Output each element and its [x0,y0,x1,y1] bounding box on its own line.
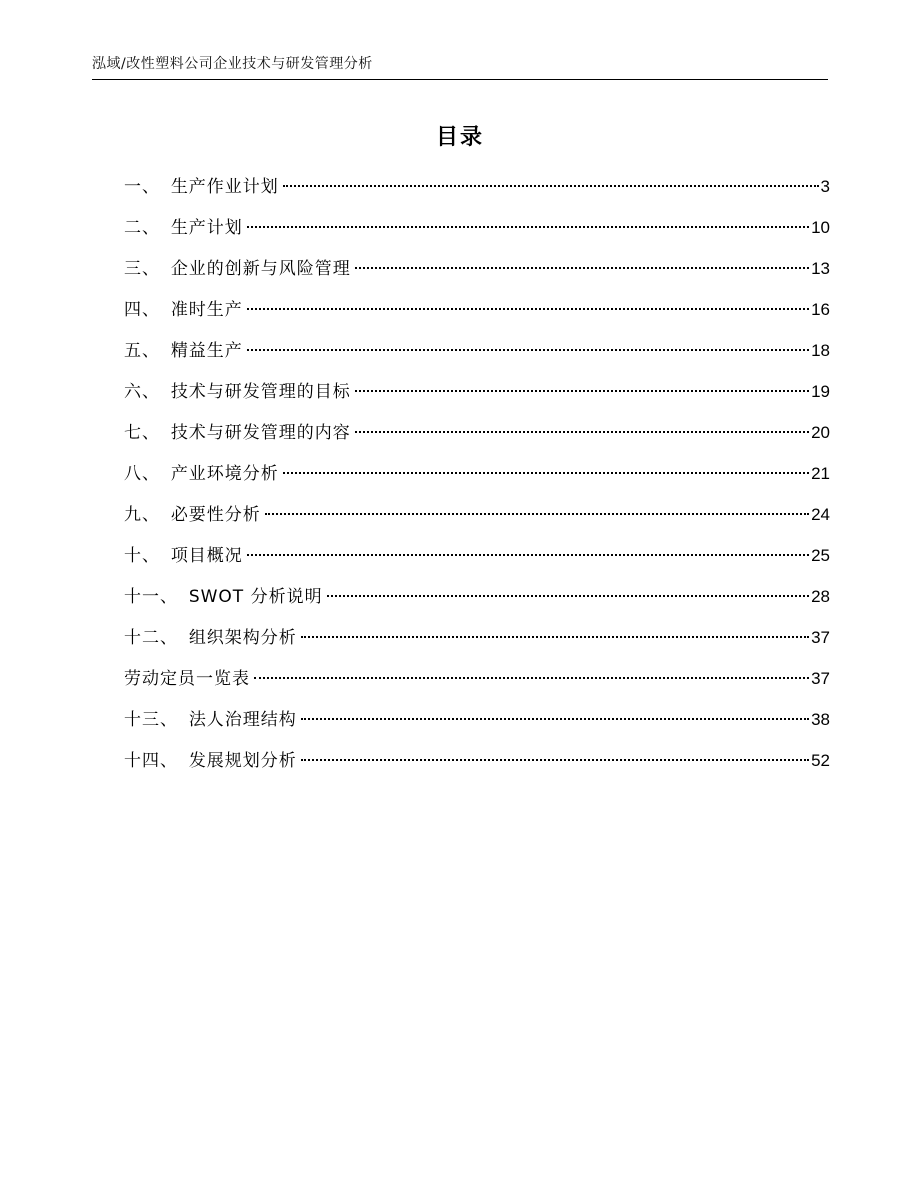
toc-entry[interactable] [124,583,830,624]
toc-entry-page: 19 [811,382,830,401]
toc-entry-number: 十三、 [124,710,178,730]
toc-entry[interactable] [124,460,830,501]
toc-dot-leader [301,718,809,720]
toc-entry-page: 25 [811,546,830,565]
toc-dot-leader [283,185,819,187]
toc-entry[interactable] [124,624,830,665]
running-header: 泓域/改性塑料公司企业技术与研发管理分析 [92,56,373,72]
toc-entry-label: 发展规划分析 [188,751,297,771]
toc-entry-number: 五、 [124,341,160,361]
toc-dot-leader [265,513,809,515]
toc-entry[interactable] [124,214,830,255]
toc-entry-number: 十、 [124,546,160,566]
toc-dot-leader [247,308,809,310]
toc-entry[interactable] [124,337,830,378]
toc-dot-leader [355,431,809,433]
toc-entry-label: 法人治理结构 [188,710,297,730]
toc-dot-leader [301,636,809,638]
toc-entry-page: 20 [811,423,830,442]
toc-entry[interactable] [124,706,830,747]
toc-entry-page: 16 [811,300,830,319]
toc-entry[interactable] [124,542,830,583]
toc-entry-label: SWOT 分析说明 [188,587,323,607]
toc-entry-number: 十四、 [124,751,178,771]
toc-entry-label: 精益生产 [170,341,243,361]
toc-dot-leader [247,554,809,556]
toc-dot-leader [247,226,809,228]
toc-entry-label: 项目概况 [170,546,243,566]
toc-dot-leader [254,677,809,679]
table-of-contents [124,173,830,788]
toc-entry[interactable] [124,255,830,296]
toc-entry[interactable] [124,378,830,419]
toc-entry[interactable] [124,173,830,214]
toc-entry[interactable] [124,501,830,542]
toc-title: 目录 [435,125,484,150]
toc-dot-leader [283,472,809,474]
toc-entry-number: 一、 [124,177,160,197]
toc-entry-number: 七、 [124,423,160,443]
toc-entry-page: 18 [811,341,830,360]
toc-entry-page: 28 [811,587,830,606]
header-divider [92,79,828,80]
toc-entry-number: 十一、 [124,587,178,607]
toc-entry-label: 生产计划 [170,218,243,238]
toc-entry-number: 九、 [124,505,160,525]
toc-entry-page: 24 [811,505,830,524]
toc-entry-page: 37 [811,669,830,688]
toc-dot-leader [301,759,809,761]
toc-entry-page: 13 [811,259,830,278]
toc-entry-page: 52 [811,751,830,770]
toc-dot-leader [355,267,809,269]
toc-entry-page: 3 [820,177,830,196]
toc-entry-label: 组织架构分析 [188,628,297,648]
toc-entry[interactable] [124,747,830,788]
toc-entry-label: 企业的创新与风险管理 [170,259,351,279]
toc-entry-page: 10 [811,218,830,237]
toc-entry-number: 三、 [124,259,160,279]
toc-entry-number: 六、 [124,382,160,402]
toc-entry-page: 37 [811,628,830,647]
toc-entry-number: 十二、 [124,628,178,648]
toc-dot-leader [355,390,809,392]
toc-entry-number: 二、 [124,218,160,238]
toc-entry-number: 四、 [124,300,160,320]
toc-entry-number: 八、 [124,464,160,484]
toc-entry-page: 38 [811,710,830,729]
toc-entry[interactable] [124,296,830,337]
toc-entry-page: 21 [811,464,830,483]
toc-entry-label: 准时生产 [170,300,243,320]
toc-entry[interactable] [124,419,830,460]
toc-entry-label: 生产作业计划 [170,177,279,197]
toc-entry-label: 产业环境分析 [170,464,279,484]
toc-entry[interactable] [124,665,830,706]
toc-entry-label: 技术与研发管理的内容 [170,423,351,443]
toc-entry-label: 必要性分析 [170,505,261,525]
toc-dot-leader [247,349,809,351]
toc-entry-label: 技术与研发管理的目标 [170,382,351,402]
toc-dot-leader [327,595,809,597]
toc-entry-label: 劳动定员一览表 [124,669,250,689]
